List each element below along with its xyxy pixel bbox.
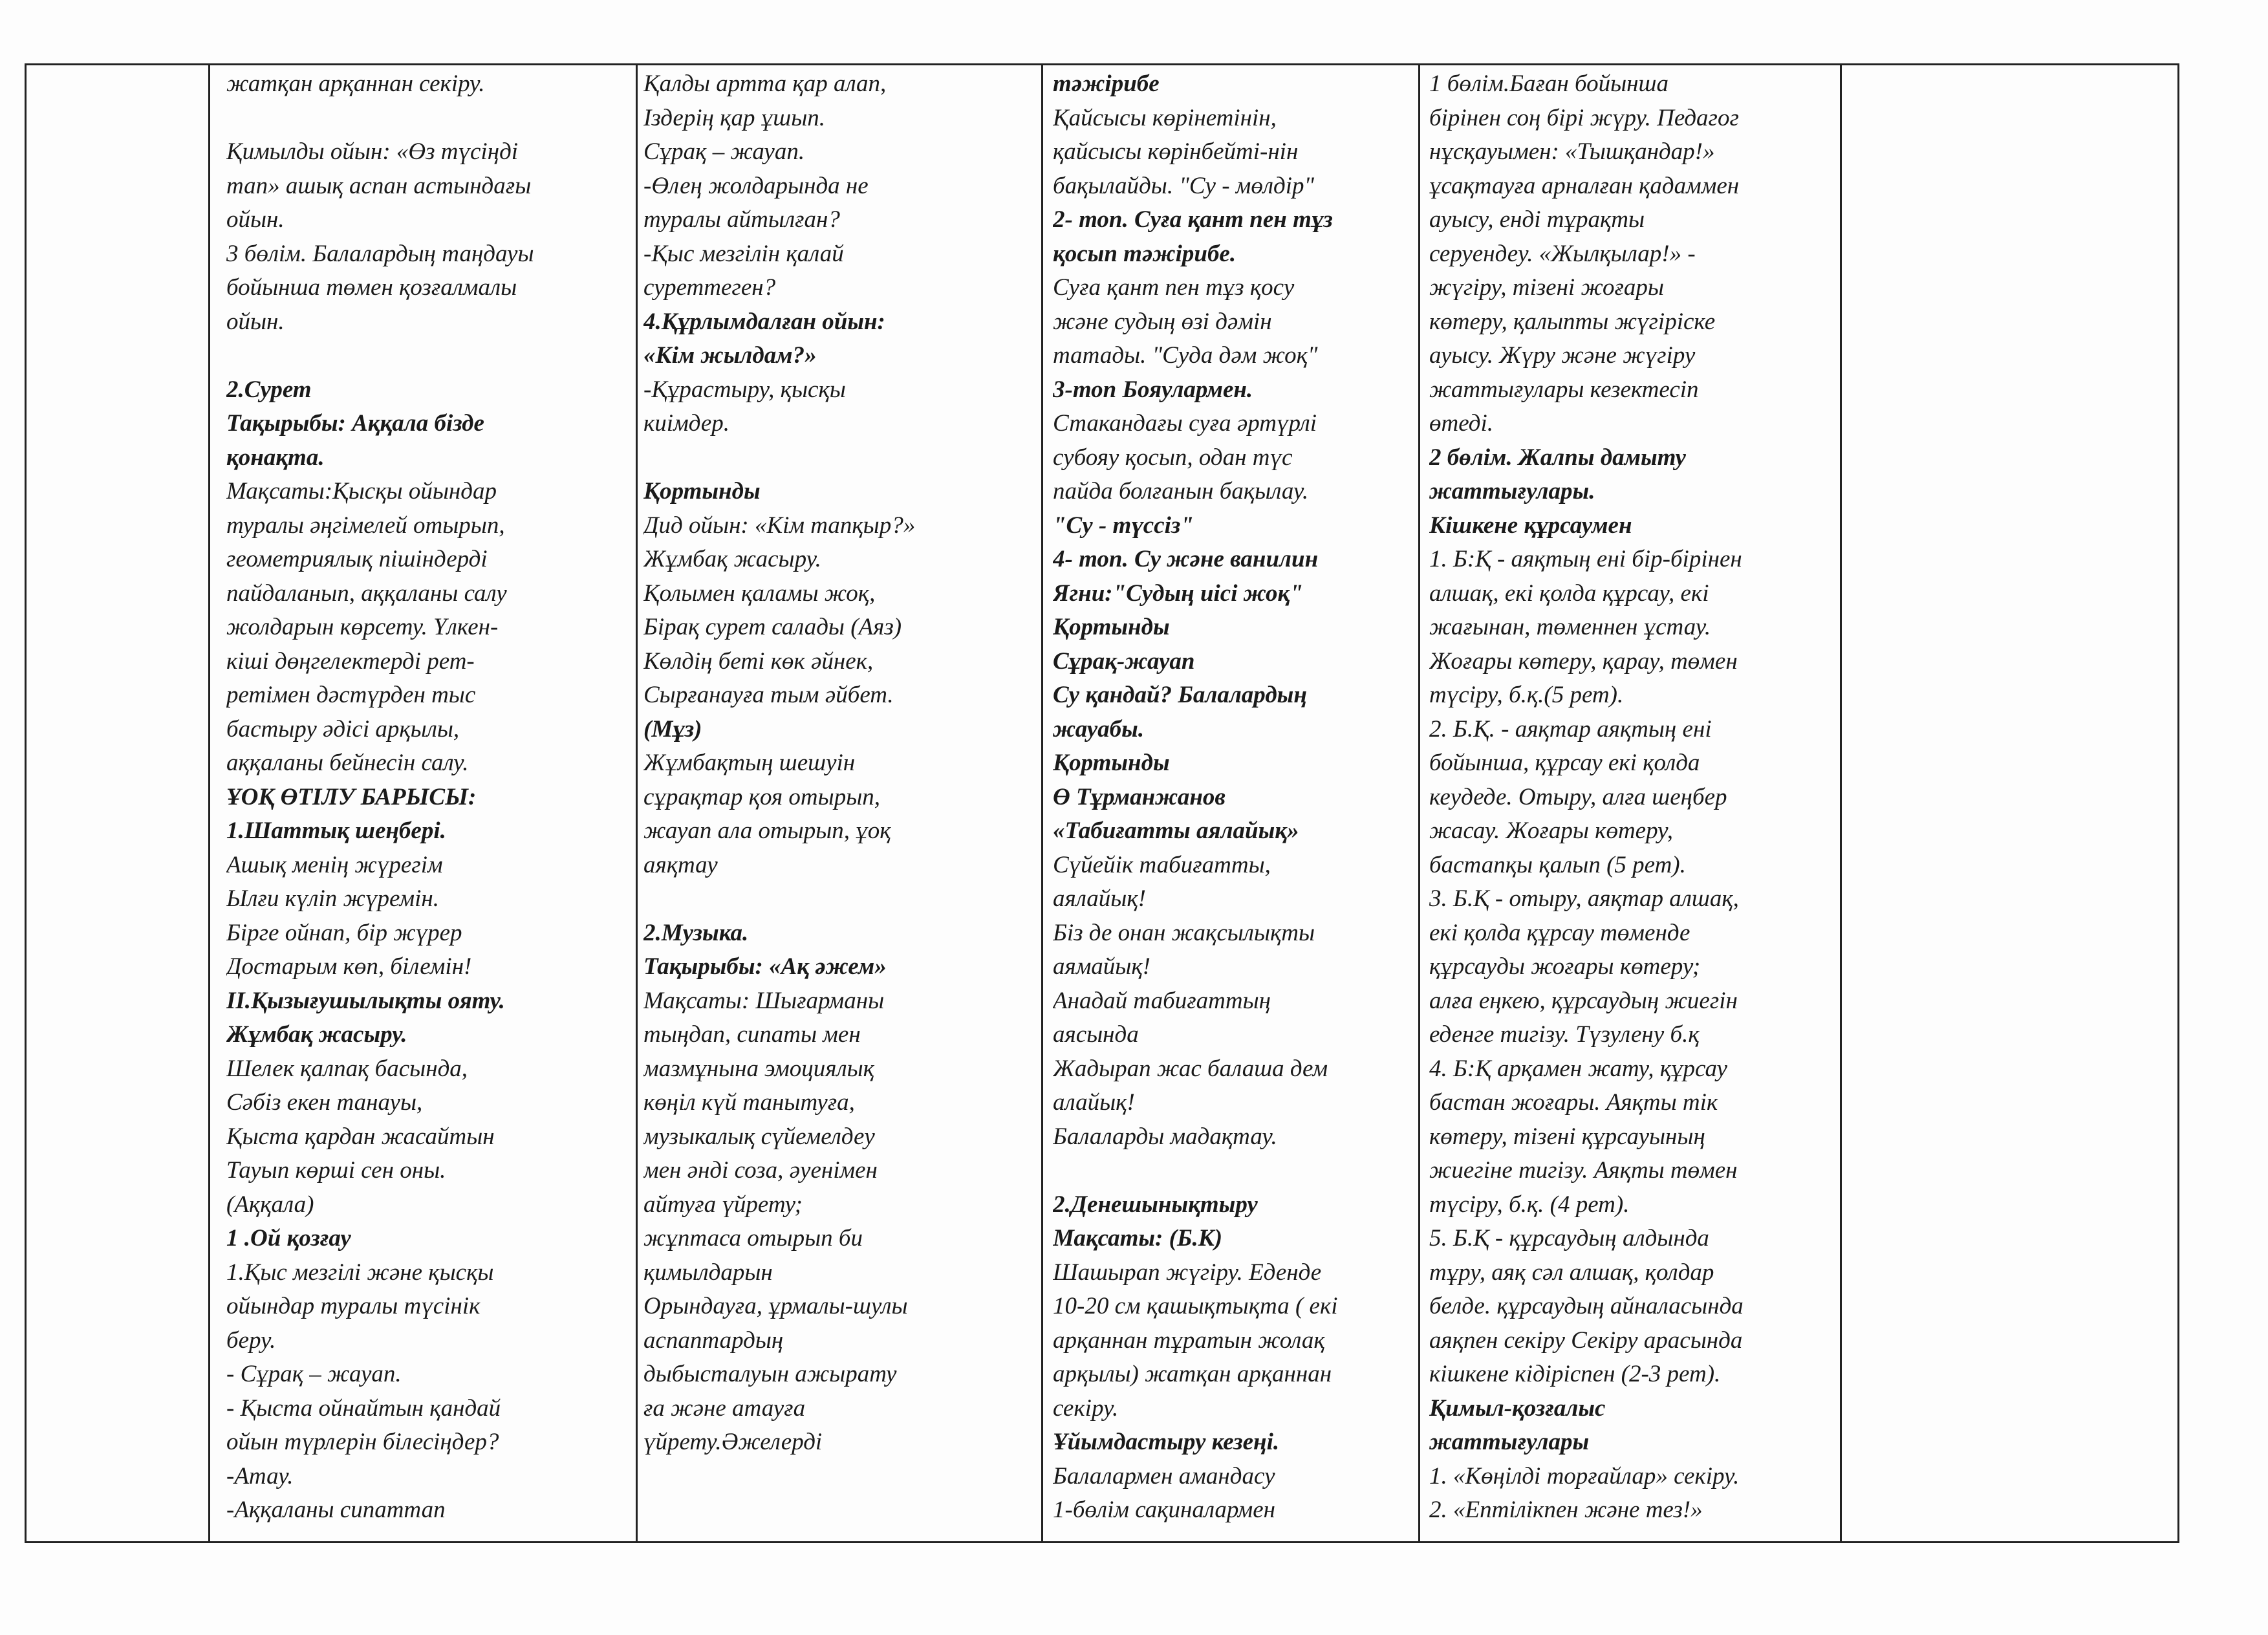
text-line: 1. «Көңілді торғайлар» секіру. (1429, 1462, 1740, 1489)
text-line: кіші дөңгелектерді рет- (226, 647, 475, 675)
text-line: бірінен соң бірі жүру. Педагог (1429, 104, 1739, 131)
text-line: Ягни:"Судың иісі жоқ" (1053, 579, 1303, 607)
text-line: 5. Б.Қ - құрсаудың алдында (1429, 1225, 1709, 1251)
text-line: ауысу. Жүру және жүгіру (1429, 342, 1696, 369)
text-line: музыкалық сүйемелдеу (643, 1123, 875, 1150)
text-line: 3-топ Бояулармен. (1053, 376, 1253, 403)
text-line: 2.Сурет (226, 376, 312, 403)
text-line: Шашырап жүгіру. Еденде (1053, 1259, 1322, 1286)
text-line: ретімен дәстүрден тыс (226, 682, 476, 708)
text-line: мен әнді соза, әуенімен (643, 1157, 878, 1184)
text-line: жауап ала отырып, ұоқ (643, 817, 891, 844)
text-line: 2- топ. Суға қант пен тұз (1053, 206, 1333, 233)
text-line: пайдаланып, аққаланы салу (226, 579, 507, 607)
text-line (226, 102, 627, 136)
text-line: - Сұрақ – жауап. (226, 1361, 402, 1387)
text-line: тұру, аяқ сәл алшақ, қолдар (1429, 1259, 1714, 1286)
text-line: -Өлең жолдарында не (643, 172, 869, 199)
text-line: белде. құрсаудың айналасында (1429, 1293, 1744, 1319)
text-line: субояу қосып, одан түс (1053, 444, 1293, 471)
text-line: аққаланы бейнесін салу. (226, 750, 469, 776)
text-line: Жұмбақ жасыру. (643, 546, 821, 572)
text-line: Қортынды (643, 478, 761, 504)
text-line: ойын түрлерін білесіңдер? (226, 1429, 499, 1455)
text-line: 1. Б:Қ - аяқтың ені бір-бірінен (1429, 546, 1742, 572)
text-line: Іздерің қар ұшып. (643, 104, 826, 131)
text-line: Балаларды мадақтау. (1053, 1123, 1277, 1150)
text-line: Орындауға, ұрмалы-шулы (643, 1293, 908, 1319)
text-line: Тақырыбы: «Ақ әжем» (643, 953, 887, 980)
text-line: бастыру әдісі арқылы, (226, 715, 460, 742)
text-line: 1 бөлім.Баған бойынша (1429, 70, 1669, 97)
text-line: туралы айтылған? (643, 206, 840, 233)
text-line: (Мұз) (643, 715, 702, 742)
text-line: Жадырап жас балаша дем (1053, 1055, 1328, 1082)
text-line: нұсқауымен: «Тышқандар!» (1429, 138, 1715, 165)
text-line: пайда болғанын бақылау. (1053, 478, 1309, 504)
text-line: Бірге ойнап, бір жүрер (226, 919, 462, 946)
text-line: «Табиғатты аялайық» (1053, 817, 1299, 844)
text-line: Мақсаты: (Б.К) (1053, 1225, 1223, 1251)
text-line: бойынша төмен қозғалмалы (226, 274, 517, 301)
column-4-text (1053, 67, 1415, 1539)
text-line: Қортынды (1053, 614, 1170, 640)
text-line: Қайсысы көрінетінін, (1053, 104, 1277, 131)
text-line: түсіру, б.қ.(5 рет). (1429, 682, 1624, 708)
text-line: ойындар туралы түсінік (226, 1293, 481, 1319)
text-line: жауабы. (1053, 715, 1145, 742)
text-line: Сұрақ – жауап. (643, 138, 805, 165)
text-line: мазмұнына эмоциялық (643, 1055, 874, 1082)
text-line: құрсауды жоғары көтеру; (1429, 953, 1701, 980)
text-line: 3 бөлім. Балалардың таңдауы (226, 240, 534, 267)
text-line: ҰОҚ ӨТІЛУ БАРЫСЫ: (226, 783, 477, 810)
text-line: 4.Құрлымдалған ойын: (643, 308, 885, 335)
text-line: Тақырыбы: Аққала бізде (226, 410, 484, 437)
text-line: ауысу, енді тұрақты (1429, 206, 1645, 233)
text-line: 2.Денешынықтыру (1053, 1191, 1258, 1218)
text-line: 2. «Ептілікпен және тез!» (1429, 1497, 1703, 1523)
text-line: Біз де онан жақсылықты (1053, 919, 1315, 946)
text-line: киімдер. (643, 410, 730, 437)
text-line: қонақта. (226, 444, 325, 471)
text-line: аспаптардың (643, 1326, 784, 1354)
text-line: Бірақ сурет салады (Аяз) (643, 614, 902, 640)
text-line: 4. Б:Қ арқамен жату, құрсау (1429, 1055, 1727, 1082)
text-line: Қимыл-қозғалыс (1429, 1394, 1606, 1422)
text-line: Балалармен амандасу (1053, 1462, 1275, 1489)
text-line: ойын. (226, 308, 285, 335)
text-line: Кішкене құрсаумен (1429, 512, 1632, 539)
text-line: ұсақтауға арналған қадаммен (1429, 172, 1740, 199)
text-line: беру. (226, 1326, 276, 1354)
text-line: алға еңкею, құрсаудың жиегін (1429, 987, 1738, 1014)
text-line: Тауып көрші сен оны. (226, 1157, 446, 1184)
text-line: сұрақтар қоя отырып, (643, 783, 881, 810)
text-line: Мақсаты: Шығарманы (643, 987, 885, 1014)
text-line: ІІ.Қызығушылықты ояту. (226, 987, 505, 1014)
text-line: тап» ашық аспан астындағы (226, 172, 532, 199)
column-2-text (226, 67, 627, 1539)
text-line: екі қолда құрсау төменде (1429, 919, 1690, 946)
text-line: аяқтау (643, 851, 718, 878)
text-line: жолдарын көрсету. Үлкен- (226, 614, 499, 640)
text-line: Стакандағы суға әртүрлі (1053, 410, 1317, 437)
column-5-text (1429, 67, 1843, 1539)
text-line: жаттығулары (1429, 1429, 1590, 1455)
text-line: көтеру, қалыпты жүгіріске (1429, 308, 1716, 335)
text-line: қайсысы көрінбейті-нін (1053, 138, 1299, 165)
text-line: туралы әңгімелей отырып, (226, 512, 505, 539)
text-line: жасау. Жоғары көтеру, (1429, 817, 1673, 844)
text-line: жүгіру, тізені жоғары (1429, 274, 1664, 301)
text-line: Ұйымдастыру кезеңі. (1053, 1429, 1280, 1455)
text-line: Ылғи күліп жүремін. (226, 885, 439, 912)
text-line: бойынша, құрсау екі қолда (1429, 750, 1700, 776)
text-line: татады. "Суда дәм жоқ" (1053, 342, 1318, 369)
text-line: алшақ, екі қолда құрсау, екі (1429, 579, 1709, 607)
text-line: Ашық менің жүрегім (226, 851, 443, 878)
text-line: Сырғанауға тым әйбет. (643, 682, 894, 708)
text-line: -Қыс мезгілін қалай (643, 240, 844, 267)
column-divider (208, 63, 210, 1543)
text-line: "Су - түссіз" (1053, 512, 1194, 539)
text-line: 1.Шаттық шеңбері. (226, 817, 446, 844)
text-line: -Құрастыру, қысқы (643, 376, 846, 403)
text-line: еденге тигізу. Түзулену б.қ (1429, 1021, 1700, 1048)
text-line: кеудеде. Отыру, алға шеңбер (1429, 783, 1727, 810)
text-line: көңіл күй танытуға, (643, 1089, 855, 1116)
text-line: (Аққала) (226, 1191, 314, 1218)
text-line: түсіру, б.қ. (4 рет). (1429, 1191, 1630, 1218)
text-line: Мақсаты:Қысқы ойындар (226, 478, 497, 504)
text-line (643, 441, 1031, 475)
text-line: суреттеген? (643, 274, 776, 301)
text-line: 2.Музыка. (643, 919, 749, 946)
text-line: бастапқы қалып (5 рет). (1429, 851, 1686, 878)
text-line: жаттығулары кезектесіп (1429, 376, 1699, 403)
text-line: Жұмбақ жасыру. (226, 1021, 407, 1048)
text-line: ға және атауға (643, 1394, 806, 1422)
text-line: Суға қант пен тұз қосу (1053, 274, 1295, 301)
text-line: кішкене кідіріспен (2-3 рет). (1429, 1361, 1721, 1387)
text-line: үйрету.Әжелерді (643, 1429, 823, 1455)
text-line: «Кім жылдам?» (643, 342, 817, 369)
text-line: көтеру, тізені құрсауының (1429, 1123, 1705, 1150)
text-line: жаттығулары. (1429, 478, 1595, 504)
text-line: - Қыста ойнайтын қандай (226, 1394, 501, 1422)
text-line: 1 .Ой қозғау (226, 1225, 351, 1251)
text-line: бастан жоғары. Аяқты тік (1429, 1089, 1718, 1116)
text-line: Жоғары көтеру, қарау, төмен (1429, 647, 1738, 675)
text-line: геометриялық пішіндерді (226, 546, 488, 572)
text-line: Сұрақ-жауап (1053, 647, 1195, 675)
text-line: Анадай табиғаттың (1053, 987, 1271, 1014)
text-line: бақылайды. "Су - мөлдір" (1053, 172, 1315, 199)
text-line: 3. Б.Қ - отыру, аяқтар алшақ, (1429, 885, 1739, 912)
text-line: Достарым көп, білемін! (226, 953, 472, 980)
text-line: 2. Б.Қ. - аяқтар аяқтың ені (1429, 715, 1712, 742)
text-line: арқаннан тұратын жолақ (1053, 1326, 1325, 1354)
text-line: Қыста қардан жасайтын (226, 1123, 495, 1150)
text-line: Сүйейік табиғатты, (1053, 851, 1271, 878)
text-line: Ө Тұрманжанов (1053, 783, 1226, 810)
text-line: 1-бөлім сақиналармен (1053, 1497, 1275, 1523)
text-line: ойын. (226, 206, 285, 233)
text-line: жағынан, төменнен ұстау. (1429, 614, 1711, 640)
text-line: Сәбіз екен танауы, (226, 1089, 423, 1116)
text-line: өтеді. (1429, 410, 1493, 437)
text-line: Қолымен қаламы жоқ, (643, 579, 876, 607)
text-line: серуендеу. «Жылқылар!» - (1429, 240, 1696, 267)
text-line (1053, 1154, 1415, 1188)
column-divider (636, 63, 638, 1543)
text-line: -Аққаланы сипаттап (226, 1497, 446, 1523)
text-line: және судың өзі дәмін (1053, 308, 1272, 335)
column-divider (1418, 63, 1420, 1543)
text-line: аяқпен секіру Секіру арасында (1429, 1326, 1743, 1354)
text-line: тәжірибе (1053, 70, 1160, 97)
text-line: жұптаса отырып би (643, 1225, 863, 1251)
text-line: Дид ойын: «Кім тапқыр?» (643, 512, 916, 539)
text-line: алайық! (1053, 1089, 1135, 1116)
text-line: қимылдарын (643, 1259, 773, 1286)
text-line: жиегіне тигізу. Аяқты төмен (1429, 1157, 1738, 1184)
text-line: қосып тәжірибе. (1053, 240, 1237, 267)
text-line: 4- топ. Су және ванилин (1053, 546, 1319, 572)
text-line: Қимылды ойын: «Өз түсіңді (226, 138, 519, 165)
column-3-text (643, 67, 1031, 1539)
text-line: Қортынды (1053, 750, 1170, 776)
text-line: 2 бөлім. Жалпы дамыту (1429, 444, 1686, 471)
text-line: арқылы) жатқан арқаннан (1053, 1361, 1332, 1387)
text-line (226, 339, 627, 373)
text-line: аясында (1053, 1021, 1139, 1048)
text-line: аялайық! (1053, 885, 1146, 912)
text-line: 1.Қыс мезгілі және қысқы (226, 1259, 494, 1286)
text-line: тыңдап, сипаты мен (643, 1021, 861, 1048)
text-line: Су қандай? Балалардың (1053, 682, 1307, 708)
text-line: секіру. (1053, 1394, 1119, 1422)
text-line: Шелек қалпақ басында, (226, 1055, 468, 1082)
column-divider (1041, 63, 1043, 1543)
text-line: Көлдің беті көк әйнек, (643, 647, 874, 675)
text-line: жатқан арқаннан секіру. (226, 70, 485, 97)
text-line: дыбысталуын ажырату (643, 1361, 897, 1387)
text-line: Қалды артта қар алап, (643, 70, 887, 97)
text-line: айтуға үйрету; (643, 1191, 803, 1218)
text-line: Жұмбақтың шешуін (643, 750, 856, 776)
text-line: аямайық! (1053, 953, 1150, 980)
text-line: 10-20 см қашықтықта ( екі (1053, 1293, 1338, 1319)
text-line: -Атау. (226, 1462, 294, 1489)
text-line (643, 882, 1031, 916)
